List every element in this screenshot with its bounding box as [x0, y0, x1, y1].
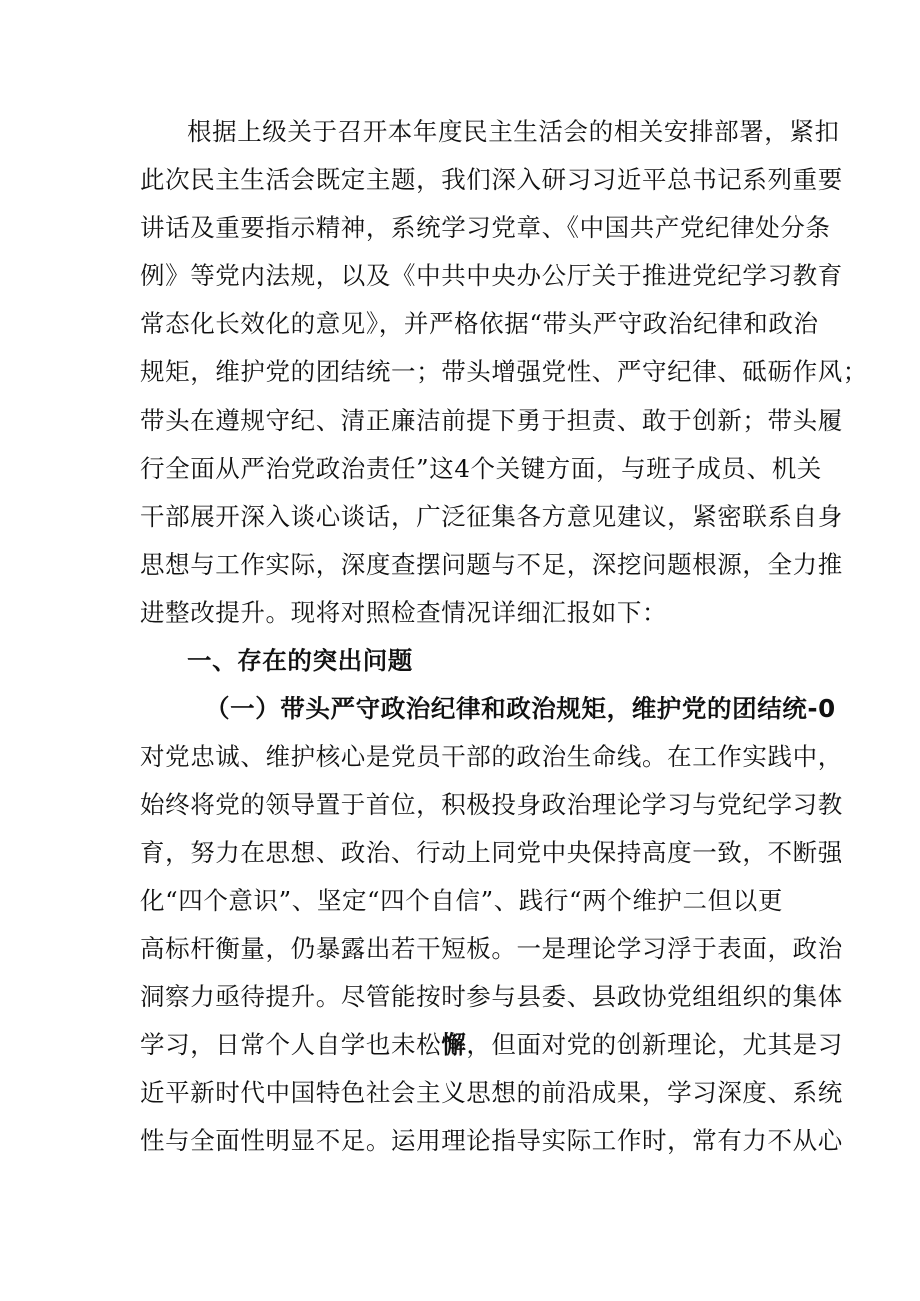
paragraph-line-10: 思想与工作实际，深度查摆问题与不足，深挖问题根源，全力推	[140, 550, 843, 579]
paragraph-line-4: 例》等党内法规，以及《中共中央办公厅关于推进党纪学习教育	[140, 261, 843, 290]
paragraph-line-7: 带头在遵规守纪、清正廉洁前提下勇于担责、敢于创新；带头履	[140, 406, 843, 435]
paragraph-line-3: 讲话及重要指示精神，系统学习党章、《中国共产党纪律处分条	[140, 213, 831, 242]
paragraph-line-8: 行全面从严治党政治责任”这4个关键方面，与班子成员、机关	[140, 454, 822, 483]
paragraph-line-6: 规矩，维护党的团结统一；带头增强党性、严守纪律、砥砺作风；	[140, 357, 868, 386]
paragraph-line-5: 常态化长效化的意见》，并严格依据“带头严守政治纪律和政治	[140, 309, 819, 338]
paragraph-line-18-part-1: 学习，日常个人自学也未松	[140, 1030, 442, 1059]
paragraph-line-18	[140, 1030, 843, 1060]
paragraph-line-19: 近平新时代中国特色社会主义思想的前沿成果，学习深度、系统	[140, 1078, 843, 1107]
paragraph-line-14: 育，努力在思想、政治、行动上同党中央保持高度一致，不断强	[140, 838, 843, 867]
paragraph-line-13: 始终将党的领导置于首位，积极投身政治理论学习与党纪学习教	[140, 790, 843, 819]
paragraph-line-18-bold-char: 懈	[441, 1030, 467, 1059]
paragraph-line-9: 干部展开深入谈心谈话，广泛征集各方意见建议，紧密联系自身	[140, 502, 843, 531]
paragraph-line-12: 对党忠诚、维护核心是党员干部的政治生命线。在工作实践中，	[140, 742, 843, 771]
paragraph-line-2: 此次民主生活会既定主题，我们深入研习习近平总书记系列重要	[140, 165, 843, 194]
paragraph-line-15: 化“四个意识”、坚定“四个自信”、践行“两个维护二但以更	[140, 886, 783, 915]
paragraph-line-1: 根据上级关于召开本年度民主生活会的相关安排部署，紧扣	[187, 117, 840, 146]
paragraph-line-11: 进整改提升。现将对照检查情况详细汇报如下：	[140, 598, 668, 627]
paragraph-line-17: 洞察力亟待提升。尽管能按时参与县委、县政协党组组织的集体	[140, 982, 843, 1011]
paragraph-line-20: 性与全面性明显不足。运用理论指导实际工作时，常有力不从心	[140, 1126, 843, 1155]
paragraph-line-18-part-2: ，但面对党的创新理论，尤其是习	[466, 1030, 843, 1059]
section-heading: 一、存在的突出问题	[187, 646, 413, 675]
paragraph-line-16: 高标杆衡量，仍暴露出若干短板。一是理论学习浮于表面，政治	[140, 934, 843, 963]
subsection-heading: （一）带头严守政治纪律和政治规矩，维护党的团结统-0	[205, 694, 836, 723]
